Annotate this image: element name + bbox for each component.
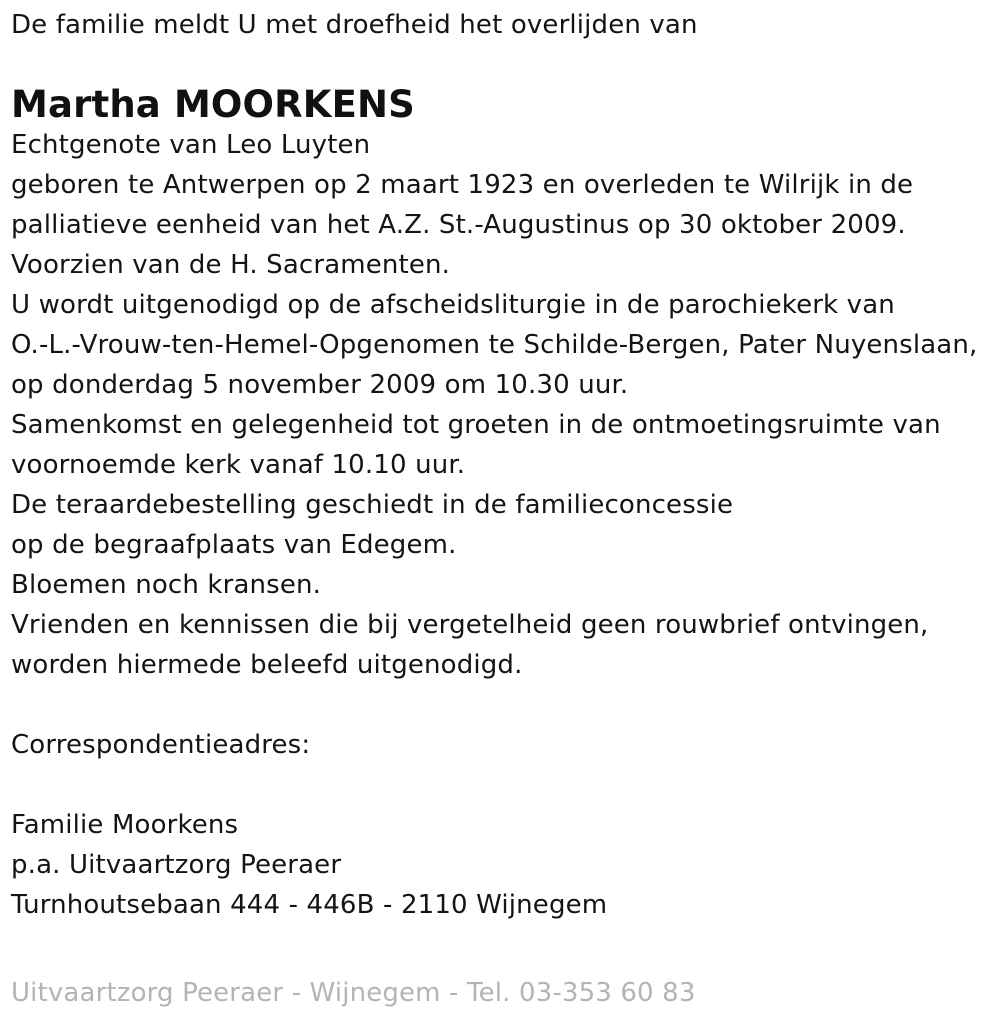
spacer [11,685,996,725]
deceased-name: Martha MOORKENS [11,83,415,126]
body-line-burial: De teraardebestelling geschiedt in de familieconcessie [11,490,734,520]
body-line-gathering: Samenkomst en gelegenheid tot groeten in de ontmoetingsruimte van [11,410,941,440]
address-line-street: Turnhoutsebaan 444 - 446B - 2110 Wijnegem [11,890,608,920]
body-line-gathering-time: voornoemde kerk vanaf 10.10 uur. [11,450,466,480]
body-line-date: op donderdag 5 november 2009 om 10.30 uur. [11,370,629,400]
address-line-care-of: p.a. Uitvaartzorg Peeraer [11,850,342,880]
body-line-sacraments: Voorzien van de H. Sacramenten. [11,250,451,280]
body-line-death: palliatieve eenheid van het A.Z. St.-Augustinus op 30 oktober 2009. [11,210,906,240]
body-line-liturgy: U wordt uitgenodigd op de afscheidsliturgie in de parochiekerk van [11,290,895,320]
body-line-church: O.-L.-Vrouw-ten-Hemel-Opgenomen te Schilde-Bergen, Pater Nuyenslaan, [11,330,978,360]
obituary-notice [11,5,996,925]
body-line-invited: worden hiermede beleefd uitgenodigd. [11,650,523,680]
address-line-family: Familie Moorkens [11,810,239,840]
body-line-spouse: Echtgenote van Leo Luyten [11,130,371,160]
funeral-home-footer: Uitvaartzorg Peeraer - Wijnegem - Tel. 03-353 60 83 [11,978,696,1008]
correspondence-label: Correspondentieadres: [11,730,311,760]
body-line-cemetery: op de begraafplaats van Edegem. [11,530,457,560]
intro-line: De familie meldt U met droefheid het overlijden van [11,10,698,40]
body-line-birth: geboren te Antwerpen op 2 maart 1923 en overleden te Wilrijk in de [11,170,914,200]
body-line-flowers: Bloemen noch kransen. [11,570,322,600]
spacer [11,765,996,805]
body-line-friends: Vrienden en kennissen die bij vergetelheid geen rouwbrief ontvingen, [11,610,929,640]
